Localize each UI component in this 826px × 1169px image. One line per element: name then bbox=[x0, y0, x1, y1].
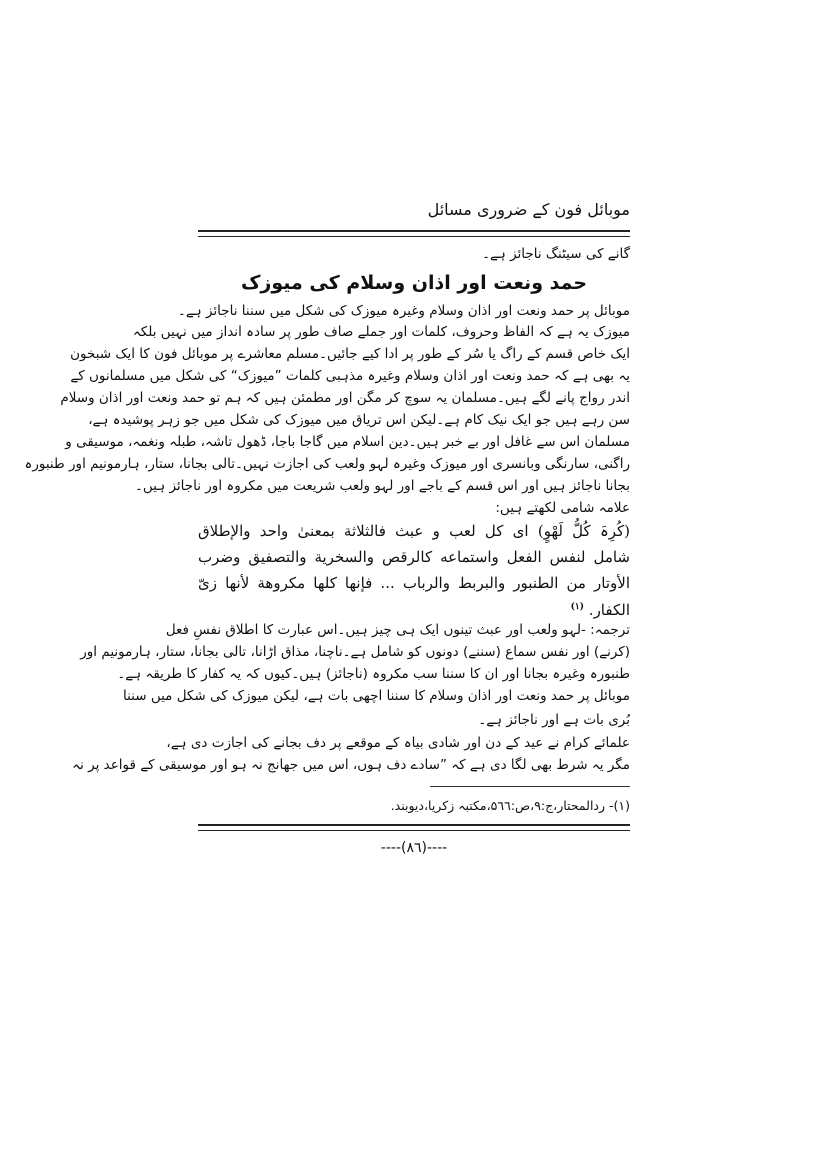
body-line: سن رہے ہیں جو ایک نیک کام ہے۔لیکن اس تریاق میں میوزک کی شکل میں جو زہر پوشیدہ ہے، bbox=[88, 412, 630, 428]
footnote-marker[interactable]: (۱) bbox=[570, 602, 585, 612]
running-header: موبائل فون کے ضروری مسائل bbox=[427, 200, 630, 219]
translation-line: طنبورہ وغیرہ بجانا اور ان کا سننا سب مکروہ (ناجائز) ہیں۔کیوں کہ یہ کفار کا طریقہ ہے۔ bbox=[117, 666, 630, 682]
body-line: بُری بات ہے اور ناجائز ہے۔ bbox=[478, 712, 630, 728]
quote-intro: علامہ شامی لکھتے ہیں: bbox=[495, 500, 630, 516]
body-line: میوزک یہ ہے کہ الفاظ وحروف، کلمات اور جملے صاف طور پر سادہ انداز میں نہیں بلکہ bbox=[132, 324, 630, 340]
footnote: (۱)- ردالمحتار،ج:۹،ص:۵٦٦،مکتبہ زکریا،دیوبند. bbox=[390, 798, 630, 813]
body-line: علمائے کرام نے عید کے دن اور شادی بیاہ کے موقعے پر دف بجانے کی اجازت دی ہے، bbox=[166, 735, 630, 751]
translation-line: ترجمہ: -لہو ولعب اور عبث تینوں ایک ہی چیز ہیں۔اس عبارت کا اطلاق نفسِ فعل bbox=[165, 622, 630, 638]
arabic-quote-line: الکفار. $^{(۱)}$ bbox=[570, 601, 630, 619]
body-line: مسلمان اس سے غافل اور بے خبر ہیں۔دین اسلام میں گاجا باجا، ڈھول تاشہ، طبلہ ونغمہ، موسیقی و bbox=[65, 434, 630, 450]
body-line: راگنی، سارنگی وبانسری اور میوزک وغیرہ لہو ولعب کی اجازت نہیں۔تالی بجانا، ستار، ہارمونیم اور طنبورہ bbox=[24, 456, 630, 472]
intro-line: گانے کی سیٹنگ ناجائز ہے۔ bbox=[482, 246, 630, 262]
body-line: موبائل پر حمد ونعت اور اذان وسلام وغیرہ میوزک کی شکل میں سننا ناجائز ہے۔ bbox=[177, 303, 630, 319]
translation-line: (کرنے) اور نفس سماع (سننے) دونوں کو شامل ہے۔ناچنا، مذاق اڑانا، تالی بجانا، ستار، ہارمونیم اور bbox=[80, 644, 630, 660]
arabic-quote-line: (کُرِہَ کُلُّ لَھْوٍ) ای کل لعب و عبث فالثلاثة بمعنیٰ واحد والإطلاق bbox=[198, 522, 630, 540]
arabic-quote-line: الأوتار من الطنبور والبربط والرباب ... فإنها کلها مکروهة لأنها زیّ bbox=[198, 574, 630, 592]
body-line: مگر یہ شرط بھی لگا دی ہے کہ ”سادے دف ہوں، اس میں جھانج نہ ہو اور موسیقی کے قواعد پر نہ bbox=[72, 757, 630, 773]
body-line: موبائل پر حمد ونعت اور اذان وسلام کا سننا اچھی بات ہے، لیکن میوزک کی شکل میں سننا bbox=[122, 688, 630, 704]
body-line: اندر رواج پانے لگے ہیں۔مسلمان یہ سوچ کر مگن اور مطمئن ہیں کہ ہم تو حمد ونعت اور اذان وسلام bbox=[60, 390, 630, 406]
page-number: ----(۸٦)---- bbox=[380, 840, 448, 856]
footer-double-rule bbox=[198, 824, 630, 831]
section-title: حمد ونعت اور اذان وسلام کی میوزک bbox=[240, 272, 588, 294]
arabic-quote-line: شامل لنفس الفعل واستماعه کالرقص والسخریة والتصفیق وضرب bbox=[198, 548, 630, 566]
body-line: یہ بھی ہے کہ حمد ونعت اور اذان وسلام وغیرہ مذہبی کلمات ”میوزک“ کی شکل میں مسلمانوں کے bbox=[70, 368, 630, 384]
body-line: ایک خاص قسم کے راگ یا سُر کے طور پر ادا کیے جائیں۔مسلم معاشرے پر موبائل فون کا ایک شبخون bbox=[70, 346, 630, 362]
header-double-rule bbox=[198, 230, 630, 237]
body-line: بجانا ناجائز ہیں اور اس قسم کے باجے اور لہو ولعب شریعت میں مکروہ اور ناجائز ہیں۔ bbox=[135, 478, 630, 494]
footnote-rule bbox=[430, 786, 630, 787]
